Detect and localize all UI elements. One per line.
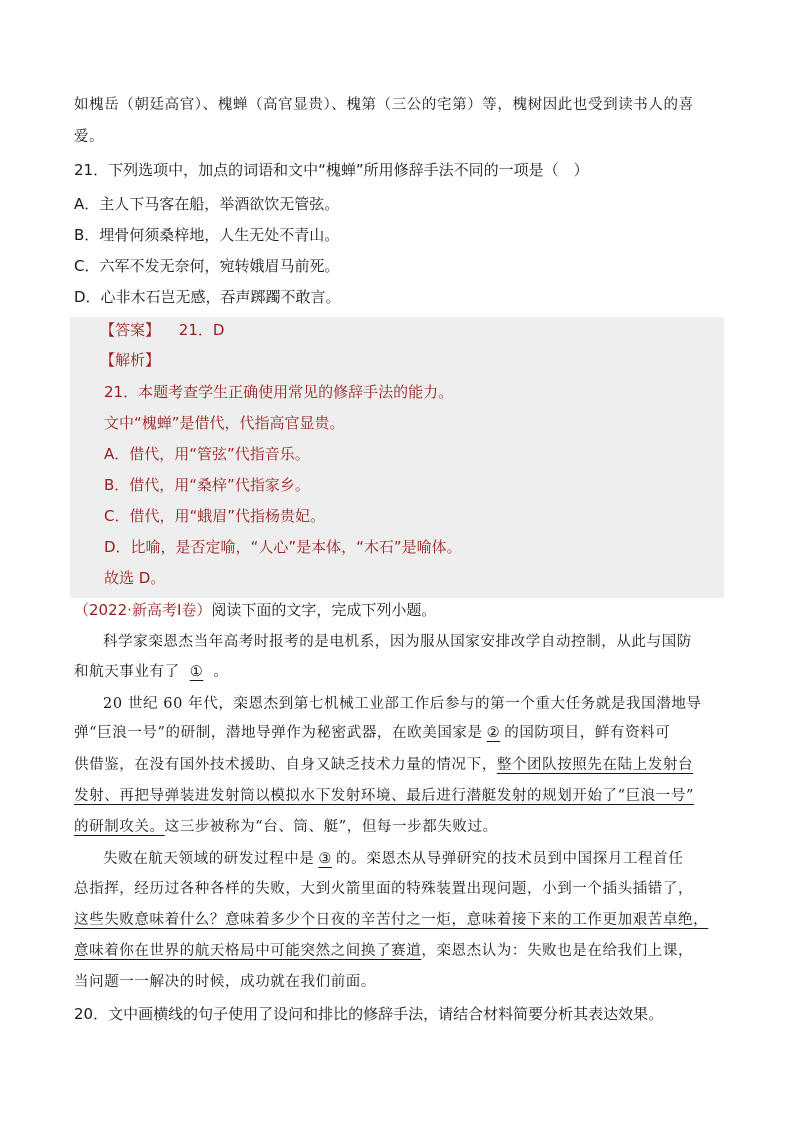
blank-2: ② [486, 725, 501, 741]
p3-line-5: 当问题一一解决的时候，成功就在我们前面。 [74, 974, 376, 990]
analysis-line-1: 21．本题考查学生正确使用常见的修辞手法的能力。 [104, 383, 454, 401]
underlined-sentence-1b: 发射、再把导弹装进发射筒以模拟水下发射环境、最后进行潜艇发射的规划开始了“巨浪一号” [74, 788, 695, 804]
blank-3: ③ [318, 851, 333, 867]
p2-line-3 [74, 755, 693, 775]
intro-line-2: 爱。 [74, 129, 105, 145]
answer-value: 21．D [178, 321, 225, 339]
p1-line-2 [74, 662, 228, 682]
underlined-sentence-2b: 意味着你在世界的航天格局中可能突然之间换了赛道 [74, 943, 422, 959]
p2-line-2 [74, 723, 670, 743]
passage-header [74, 600, 436, 620]
p2-line-1: 20 世纪 60 年代，栾恩杰到第七机械工业部工作后参与的第一个重大任务就是我国潜地导 [103, 696, 702, 712]
analysis-line-3: A．借代，用“管弦”代指音乐。 [104, 445, 310, 463]
p1-line-1: 科学家栾恩杰当年高考时报考的是电机系，因为服从国家安排改学自动控制，从此与国防 [103, 634, 692, 650]
p3-line-1-text: 失败在航天领域的研发过程中是 [103, 851, 315, 867]
p2-line-5 [74, 817, 498, 837]
option-b: B．埋骨何须桑梓地，人生无处不青山。 [74, 226, 340, 244]
analysis-line-2: 文中“槐蝉”是借代，代指高官显贵。 [104, 414, 345, 432]
p2-line-5-end: 这三步被称为“台、筒、艇”，但每一步都失败过。 [164, 819, 498, 835]
underlined-sentence-1a: 整个团队按照先在陆上发射台 [496, 757, 694, 773]
p3-line-4 [74, 941, 693, 961]
p3-line-1-end: 的。栾恩杰从导弹研究的技术员到中国探月工程首任 [336, 851, 684, 867]
analysis-line-5: C．借代，用“蛾眉”代指杨贵妃。 [104, 507, 326, 525]
p3-line-2: 总指挥，经历过各种各样的失败，大到火箭里面的特殊装置出现问题，小到一个插头插错了， [74, 881, 694, 897]
option-a: A．主人下马客在船，举酒欲饮无管弦。 [74, 195, 340, 213]
question-21-stem: 21．下列选项中，加点的词语和文中“槐蝉”所用修辞手法不同的一项是（ ） [74, 161, 589, 179]
p3-line-1 [103, 849, 683, 869]
p3-line-4-end: ，栾恩杰认为：失败也是在给我们上课， [421, 943, 694, 959]
analysis-line-6: D．比喻，是否定喻，“人心”是本体，“木石”是喻体。 [104, 538, 462, 556]
passage-source: （2022·新高考Ⅰ卷） [74, 601, 212, 619]
p2-line-3-text: 供借鉴，在没有国外技术援助、自身又缺乏技术力量的情况下， [74, 757, 497, 773]
p2-line-2-end: 的国防项目，鲜有资料可 [504, 725, 671, 741]
analysis-line-7: 故选 D。 [104, 569, 166, 587]
answer-tag: 【答案】 [100, 321, 161, 339]
answer-label [100, 320, 224, 340]
passage-instruction: 阅读下面的文字，完成下列小题。 [211, 601, 437, 619]
intro-line-1: 如槐岳（朝廷高官）、槐蝉（高官显贵）、槐第（三公的宅第）等，槐树因此也受到读书人的喜 [74, 97, 694, 113]
option-c: C．六军不发无奈何，宛转娥眉马前死。 [74, 257, 340, 275]
underlined-sentence-1c: 的研制攻关。 [74, 819, 165, 835]
analysis-label: 【解析】 [100, 351, 161, 369]
question-20-stem: 20．文中画横线的句子使用了设问和排比的修辞手法，请结合材料简要分析其表达效果。 [74, 1005, 664, 1023]
p1-line-2-text: 和航天事业有了 [74, 664, 180, 680]
p2-line-2-text: 弹“巨浪一号”的研制，潜地导弹作为秘密武器，在欧美国家是 [74, 725, 483, 741]
p1-line-2-end: 。 [213, 664, 229, 680]
blank-1: ① [189, 664, 204, 680]
analysis-line-4: B．借代，用“桑梓”代指家乡。 [104, 476, 310, 494]
option-d: D．心非木石岂无感，吞声踯躅不敢言。 [74, 288, 341, 306]
underlined-sentence-2a: 这些失败意味着什么？意味着多少个日夜的辛苦付之一炬，意味着接下来的工作更加艰苦卓绝， [74, 912, 709, 928]
